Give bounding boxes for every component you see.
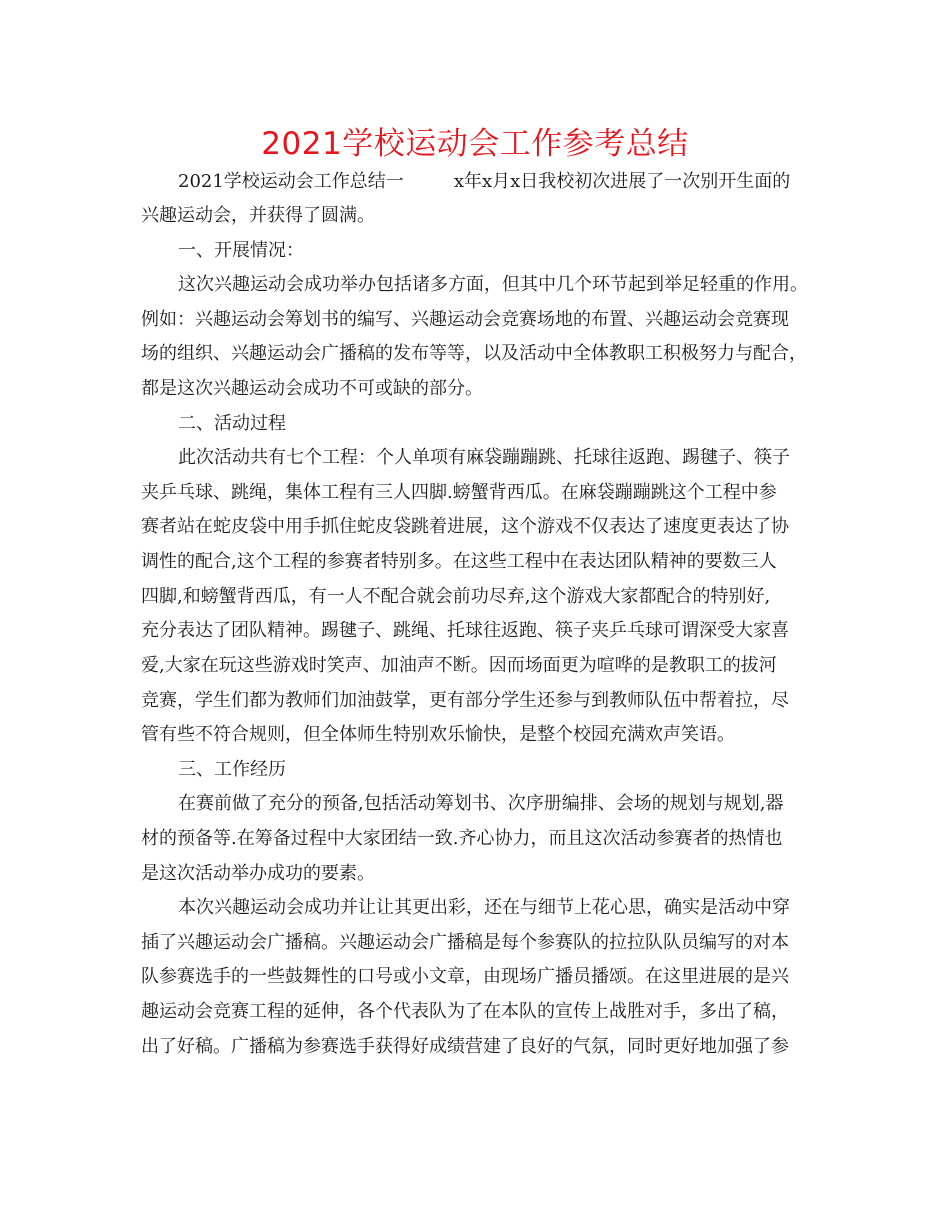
paragraph-line: 赛者站在蛇皮袋中用手抓住蛇皮袋跳着进展，这个游戏不仅表达了速度更表达了协 (141, 516, 789, 537)
section-heading: 三、工作经历 (178, 759, 286, 780)
paragraph-line: 材的预备等.在筹备过程中大家团结一致.齐心协力，而且这次活动参赛者的热情也 (141, 828, 783, 849)
document-title: 2021学校运动会工作参考总结 (261, 126, 689, 162)
paragraph-line: 队参赛选手的一些鼓舞性的口号或小文章，由现场广播员播颂。在这里进展的是兴 (141, 966, 789, 987)
paragraph-line: 夹乒乓球、跳绳，集体工程有三人四脚.螃蟹背西瓜。在麻袋蹦蹦跳这个工程中参 (141, 482, 777, 503)
intro-date-text: x年x月x日我校初次进展了一次别开生面的 (453, 171, 791, 192)
paragraph-line: 爱,大家在玩这些游戏时笑声、加油声不断。因而场面更为喧哗的是教职工的拔河 (141, 655, 777, 676)
paragraph-line (178, 167, 790, 197)
section-heading: 二、活动过程 (178, 413, 286, 434)
paragraph-line: 都是这次兴趣运动会成功不可或缺的部分。 (141, 378, 483, 399)
paragraph-line: 趣运动会竞赛工程的延伸，各个代表队为了在本队的宣传上战胜对手，多出了稿， (141, 1001, 789, 1022)
paragraph-line: 四脚,和螃蟹背西瓜，有一人不配合就会前功尽弃,这个游戏大家都配合的特别好, (141, 586, 771, 607)
paragraph-line: 场的组织、兴趣运动会广播稿的发布等等，以及活动中全体教职工积极努力与配合， (141, 343, 807, 364)
paragraph-line: 此次活动共有七个工程：个人单项有麻袋蹦蹦跳、托球往返跑、踢毽子、筷子 (178, 447, 790, 468)
paragraph-line: 出了好稿。广播稿为参赛选手获得好成绩营建了良好的气氛，同时更好地加强了参 (141, 1036, 789, 1057)
paragraph-line: 竞赛，学生们都为教师们加油鼓掌，更有部分学生还参与到教师队伍中帮着拉，尽 (141, 690, 789, 711)
paragraph-line: 充分表达了团队精神。踢毽子、跳绳、托球往返跑、筷子夹乒乓球可谓深受大家喜 (141, 620, 789, 641)
paragraph-line: 是这次活动举办成功的要素。 (141, 863, 375, 884)
intro-heading: 2021学校运动会工作总结一 (178, 171, 404, 192)
paragraph-line: 本次兴趣运动会成功并让让其更出彩，还在与细节上花心思，确实是活动中穿 (178, 897, 790, 918)
section-heading: 一、开展情况： (178, 240, 304, 261)
paragraph-line: 这次兴趣运动会成功举办包括诸多方面，但其中几个环节起到举足轻重的作用。 (178, 274, 808, 295)
paragraph-line: 插了兴趣运动会广播稿。兴趣运动会广播稿是每个参赛队的拉拉队队员编写的对本 (141, 932, 789, 953)
paragraph-line: 管有些不符合规则，但全体师生特别欢乐愉快，是整个校园充满欢声笑语。 (141, 724, 735, 745)
paragraph-line: 调性的配合,这个工程的参赛者特别多。在这些工程中在表达团队精神的要数三人 (141, 551, 777, 572)
paragraph-line: 在赛前做了充分的预备,包括活动筹划书、次序册编排、会场的规划与规划,器 (178, 793, 784, 814)
paragraph-line: 兴趣运动会，并获得了圆满。 (141, 205, 375, 226)
paragraph-line: 例如：兴趣运动会筹划书的编写、兴趣运动会竞赛场地的布置、兴趣运动会竞赛现 (141, 309, 789, 330)
